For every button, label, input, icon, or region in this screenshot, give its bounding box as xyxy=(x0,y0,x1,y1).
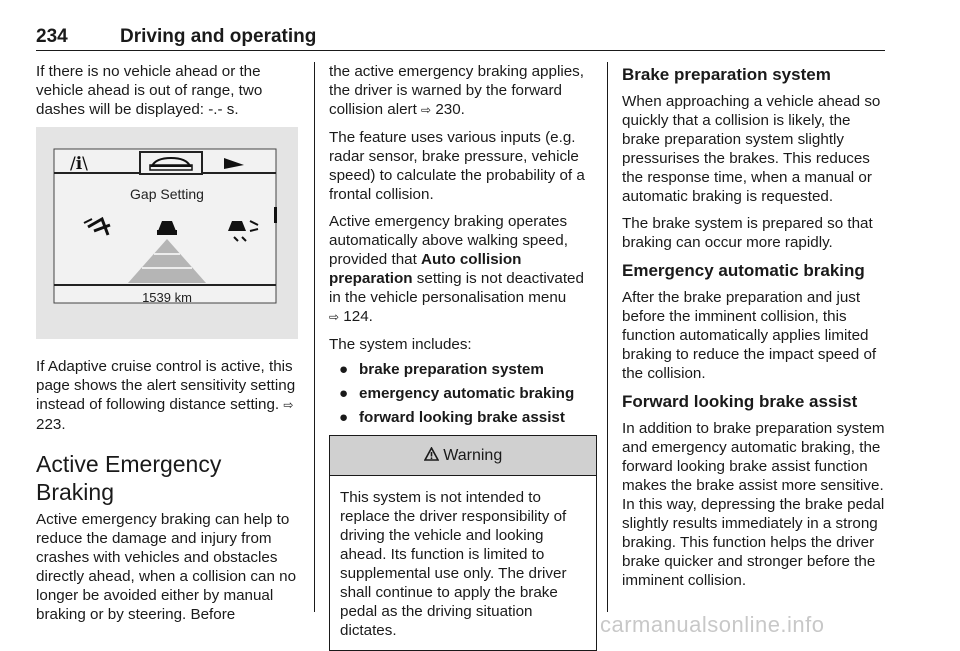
column-divider xyxy=(314,62,315,612)
system-components-list xyxy=(329,360,597,427)
warning-title: Warning xyxy=(443,447,503,464)
list-item-label: emergency automatic braking xyxy=(359,385,575,402)
emergency-automatic-braking-heading: Emergency automatic braking xyxy=(622,261,865,280)
operation-text-b: setting is not deactivated in the vehicle personalisation menu xyxy=(329,270,584,306)
menu-page-ref[interactable]: 124. xyxy=(343,308,373,325)
page-header xyxy=(36,24,885,51)
warning-body xyxy=(330,476,596,650)
emergency-braking-paragraph: After the brake preparation and just before the imminent collision, this function automatically applies limited braking to reduce the impact speed of the collision. xyxy=(622,289,877,382)
column-3 xyxy=(622,62,886,598)
bullet-icon: ● xyxy=(339,385,349,402)
adaptive-text: If Adaptive cruise control is active, this page shows the alert sensitivity setting instead of following distance setting. xyxy=(36,358,296,413)
alert-paragraph xyxy=(329,62,597,120)
section-title: Driving and operating xyxy=(120,26,317,47)
aeb-paragraph: Active emergency braking can help to reduce the damage and injury from crashes with vehicles and obstacles directly ahead, when a collision can no longer be avoided either by manual braking or by steering. Before xyxy=(36,511,297,623)
column-1 xyxy=(36,62,304,632)
alert-page-ref[interactable]: 230. xyxy=(435,101,465,118)
alert-text: the active emergency braking applies, the driver is warned by the forward collision alert xyxy=(329,63,584,118)
includes-label: The system includes: xyxy=(329,336,472,353)
inputs-paragraph: The feature uses various inputs (e.g. radar sensor, brake pressure, vehicle speed) to calculate the probability of a frontal collision. xyxy=(329,129,585,203)
warning-box xyxy=(329,435,597,651)
adaptive-paragraph xyxy=(36,357,304,434)
odometer-value: 1539 km xyxy=(142,290,192,305)
page-number: 234 xyxy=(36,26,68,47)
brake-preparation-paragraph: When approaching a vehicle ahead so quickly that a collision is likely, the brake preparation system slightly pressurises the brakes. This reduces the response time, when a manual or automatic braking is requested. xyxy=(622,93,881,205)
bullet-icon: ● xyxy=(339,409,349,426)
info-tab-icon: /ℹ\ xyxy=(70,154,88,174)
operation-paragraph xyxy=(329,212,597,327)
column-divider xyxy=(607,62,608,612)
brake-assist-paragraph: In addition to brake preparation system and emergency automatic braking, the forward looking brake assist function makes the brake assist more sensitive. In this way, depressing the brake pedal slightly results immediately in a strong braking. This function helps the driver brake quicker and stronger before the imminent collision. xyxy=(622,420,885,589)
list-item xyxy=(329,384,597,403)
bullet-icon: ● xyxy=(339,361,349,378)
warning-header xyxy=(330,436,596,476)
brake-preparation-heading: Brake preparation system xyxy=(622,65,831,84)
forward-brake-assist-heading: Forward looking brake assist xyxy=(622,392,858,411)
scrollbar-indicator xyxy=(274,207,277,223)
list-item xyxy=(329,408,597,427)
reference-arrow-icon: ⇨ xyxy=(283,398,294,412)
operation-text-a: Active emergency braking operates automatically above walking speed, provided that xyxy=(329,213,568,268)
list-item-label: brake preparation system xyxy=(359,361,544,378)
intro-paragraph: If there is no vehicle ahead or the vehicle ahead is out of range, two dashes will be displayed: -.- s. xyxy=(36,63,263,118)
display-figure xyxy=(36,127,298,339)
list-item xyxy=(329,360,597,379)
gap-setting-display-illustration xyxy=(36,127,298,339)
gap-setting-label: Gap Setting xyxy=(130,186,204,202)
auto-collision-setting-name: Auto collision preparation xyxy=(329,251,522,287)
active-emergency-braking-heading: Active Emergency Braking xyxy=(36,451,222,505)
watermark: carmanualsonline.info xyxy=(600,612,825,637)
reference-arrow-icon: ⇨ xyxy=(421,103,432,117)
warning-triangle-icon xyxy=(424,447,443,464)
adaptive-page-ref[interactable]: 223. xyxy=(36,416,66,433)
warning-text: This system is not intended to replace the driver responsibility of driving the vehicle and looking ahead. Its function is limited to supplemental use only. The driver shall continue to apply the brake pedal as the driving situation dictates. xyxy=(340,489,567,639)
list-item-label: forward looking brake assist xyxy=(359,409,565,426)
brake-prepared-paragraph: The brake system is prepared so that braking can occur more rapidly. xyxy=(622,215,873,251)
column-2 xyxy=(329,62,597,651)
reference-arrow-icon: ⇨ xyxy=(329,310,340,324)
